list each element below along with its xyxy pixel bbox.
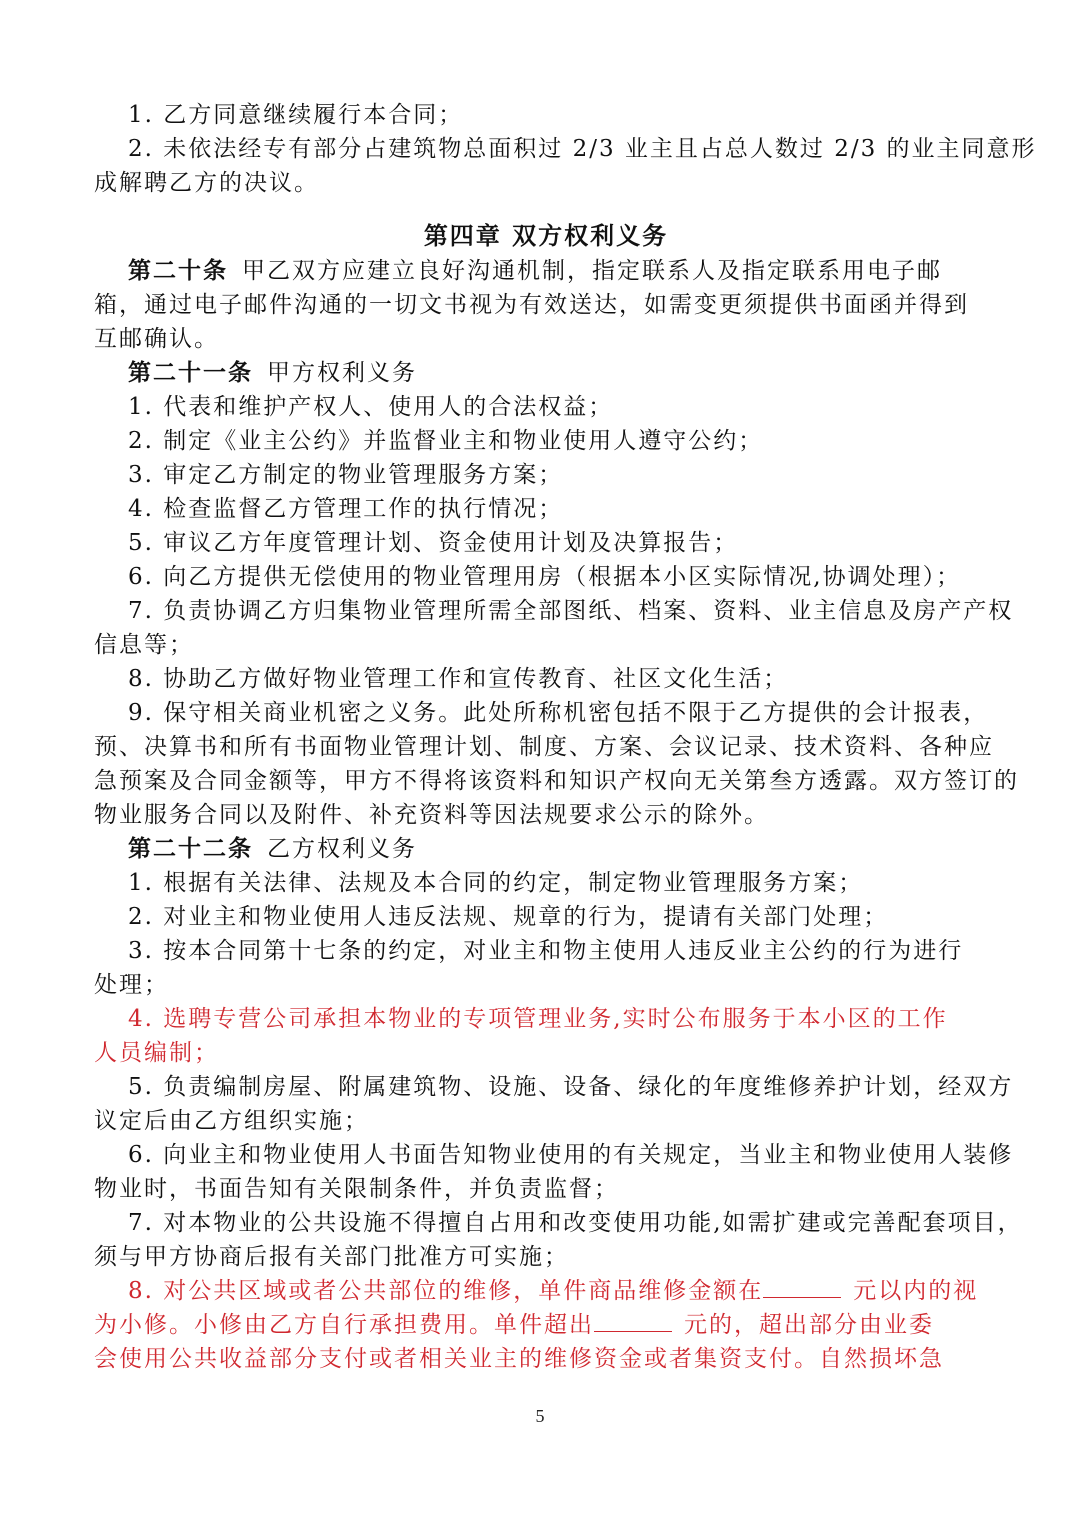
item8-text-after-blank: 元的，超出部分由业委 [684,1312,934,1338]
chapter-heading: 第四章 双方权利义务 [423,222,669,250]
article21-item: 6. 向乙方提供无偿使用的物业管理用房（根据本小区实际情况,协调处理）； [128,564,962,590]
article21-item-cont: 急预案及合同金额等，甲方不得将该资料和知识产权向无关第叁方透露。双方签订的 [94,768,1019,794]
article22-item: 7. 对本物业的公共设施不得擅自占用和改变使用功能,如需扩建或完善配套项目， [128,1210,1023,1236]
article20-line3: 互邮确认。 [94,326,219,352]
article21-item: 3. 审定乙方制定的物业管理服务方案； [128,462,564,488]
article22-item: 3. 按本合同第十七条的约定，对业主和物主使用人违反业主公约的行为进行 [128,938,964,964]
article21-item: 7. 负责协调乙方归集物业管理所需全部图纸、档案、资料、业主信息及房产产权 [128,598,1014,624]
article22-item-cont: 处理； [94,972,169,998]
article22-item: 5. 负责编制房屋、附属建筑物、设施、设备、绿化的年度维修养护计划，经双方 [128,1074,1014,1100]
article20-line2: 箱，通过电子邮件沟通的一切文书视为有效送达，如需变更须提供书面函并得到 [94,292,969,318]
article21-item-cont: 预、决算书和所有书面物业管理计划、制度、方案、会议记录、技术资料、各种应 [94,734,994,760]
article22-item8-line3: 会使用公共收益部分支付或者相关业主的维修资金或者集资支付。自然损坏急 [94,1346,944,1372]
amount-blank [594,1309,672,1332]
item8-text-before-blank: 为小修。小修由乙方自行承担费用。单件超出 [94,1312,594,1338]
article21-subtitle: 甲方权利义务 [267,360,417,386]
article22-item-highlighted: 4. 选聘专营公司承担本物业的专项管理业务,实时公布服务于本小区的工作 [128,1006,948,1032]
article22-title: 第二十二条 [128,836,253,862]
article20-title: 第二十条 [128,258,228,284]
article20-text: 甲乙双方应建立良好沟通机制，指定联系人及指定联系用电子邮 [242,258,942,284]
article22-item8-line1 [94,1274,978,1308]
article21-item: 2. 制定《业主公约》并监督业主和物业使用人遵守公约； [128,428,764,454]
article21-item: 9. 保守相关商业机密之义务。此处所称机密包括不限于乙方提供的会计报表， [128,700,989,726]
article21-item-cont: 物业服务合同以及附件、补充资料等因法规要求公示的除外。 [94,802,769,828]
item8-text-before-blank: 8. 对公共区域或者公共部位的维修，单件商品维修金额在 [128,1278,764,1304]
article22-item: 1. 根据有关法律、法规及本合同的约定，制定物业管理服务方案； [128,870,864,896]
article22-item: 2. 对业主和物业使用人违反法规、规章的行为，提请有关部门处理； [128,904,889,930]
section3-item-2-line1: 2. 未依法经专有部分占建筑物总面积过 2/3 业主且占总人数过 2/3 的业主同意形 [128,136,1037,162]
document-page [94,98,1037,1376]
article21-item-cont: 信息等； [94,632,194,658]
article22-heading [94,832,978,866]
page-number: 5 [535,1406,545,1426]
article21-item: 4. 检查监督乙方管理工作的执行情况； [128,496,564,522]
amount-blank [763,1275,841,1298]
article22-item8-line2 [94,1308,978,1342]
article22-item-cont: 物业时，书面告知有关限制条件，并负责监督； [94,1176,619,1202]
article20-line1 [94,254,978,288]
article22-item-highlighted-cont: 人员编制； [94,1040,219,1066]
article21-item: 1. 代表和维护产权人、使用人的合法权益； [128,394,614,420]
article22-item-cont: 议定后由乙方组织实施； [94,1108,369,1134]
article21-title: 第二十一条 [128,360,253,386]
article21-heading [94,356,978,390]
article22-subtitle: 乙方权利义务 [267,836,417,862]
section3-item-1: 1. 乙方同意继续履行本合同； [128,102,464,128]
item8-text-after-blank: 元以内的视 [853,1278,979,1304]
section3-item-2-line2: 成解聘乙方的决议。 [94,170,319,196]
article21-item: 5. 审议乙方年度管理计划、资金使用计划及决算报告； [128,530,739,556]
article21-item: 8. 协助乙方做好物业管理工作和宣传教育、社区文化生活； [128,666,789,692]
article22-item-cont: 须与甲方协商后报有关部门批准方可实施； [94,1244,569,1270]
article22-item: 6. 向业主和物业使用人书面告知物业使用的有关规定，当业主和物业使用人装修 [128,1142,1014,1168]
